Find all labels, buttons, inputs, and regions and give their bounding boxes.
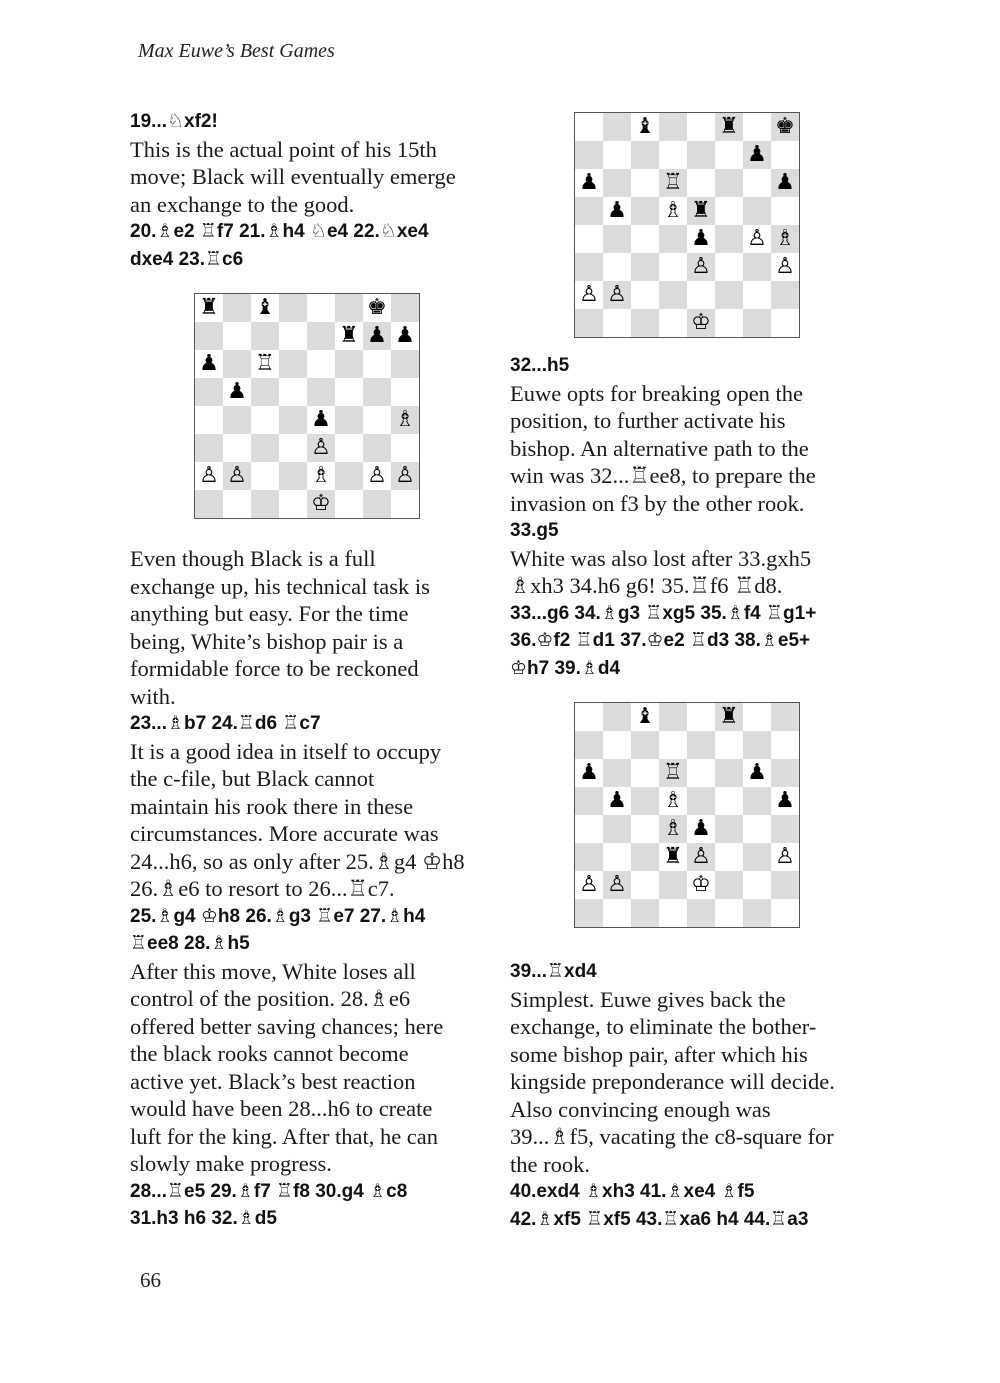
board-square	[687, 731, 715, 759]
chess-piece: ♙	[363, 462, 391, 490]
board-square	[575, 225, 603, 253]
board-square	[335, 378, 363, 406]
board-square	[195, 490, 223, 518]
board-square	[687, 787, 715, 815]
board-square	[279, 462, 307, 490]
board-square	[575, 253, 603, 281]
board-square	[659, 309, 687, 337]
board-square	[687, 281, 715, 309]
chess-piece: ♗	[659, 815, 687, 843]
board-square	[251, 462, 279, 490]
board-square	[743, 197, 771, 225]
board-square	[687, 703, 715, 731]
board-square	[223, 490, 251, 518]
board-square	[335, 294, 363, 322]
board-square	[659, 141, 687, 169]
chess-piece: ♟	[223, 378, 251, 406]
board-square	[659, 703, 687, 731]
board-square	[743, 169, 771, 197]
board-square	[743, 281, 771, 309]
chess-piece: ♗	[771, 225, 799, 253]
board-square	[715, 899, 743, 927]
board-square	[335, 490, 363, 518]
chess-piece: ♜	[687, 197, 715, 225]
commentary-paragraph: Simplest. Euwe gives back the exchange, to eliminate the bother- some bishop pair, after which his kingside preponderance will decide. Also convincing enough was 39...♗f5, vacating the c8-square for the rook.	[510, 986, 835, 1177]
board-square	[631, 197, 659, 225]
board-square	[687, 141, 715, 169]
chess-piece: ♝	[631, 703, 659, 731]
board-square	[659, 225, 687, 253]
chess-piece: ♟	[687, 225, 715, 253]
diagram-wrapper	[574, 112, 870, 338]
board-square	[687, 759, 715, 787]
board-square	[603, 113, 631, 141]
board-square	[195, 434, 223, 462]
board-square	[335, 406, 363, 434]
board-square	[743, 899, 771, 927]
commentary-paragraph: After this move, White loses all control of the position. 28.♗e6 offered better saving chances; here the black rooks cannot become active yet. Black’s best reaction would have been 28...h6 to create luft for the king. After that, he can slowly make progress.	[130, 958, 444, 1176]
chess-piece: ♟	[363, 322, 391, 350]
board-square	[195, 378, 223, 406]
board-square	[715, 871, 743, 899]
page-number: 66	[140, 1268, 161, 1292]
board-square	[391, 350, 419, 378]
board-square	[771, 197, 799, 225]
board-square	[715, 309, 743, 337]
board-square	[771, 899, 799, 927]
move-notation: 20.♗e2 ♖f7 21.♗h4 ♘e4 22.♘xe4 dxe4 23.♖c6	[130, 221, 429, 270]
board-square	[363, 350, 391, 378]
board-square	[251, 406, 279, 434]
move-notation: 19...♘xf2!	[130, 111, 218, 132]
chess-piece: ♙	[603, 281, 631, 309]
board-square	[603, 899, 631, 927]
chess-piece: ♔	[307, 490, 335, 518]
board-square	[715, 169, 743, 197]
board-square	[363, 434, 391, 462]
board-square	[743, 787, 771, 815]
chess-piece: ♟	[575, 169, 603, 197]
board-square	[603, 815, 631, 843]
board-square	[659, 113, 687, 141]
board-square	[603, 843, 631, 871]
board-square	[631, 759, 659, 787]
board-square	[631, 899, 659, 927]
board-square	[715, 787, 743, 815]
board-square	[279, 490, 307, 518]
diagram-wrapper	[574, 702, 870, 928]
board-square	[603, 169, 631, 197]
move-notation: 33...g6 34.♗g3 ♖xg5 35.♗f4 ♖g1+ 36.♔f2 ♖d1 37.♔e2 ♖d3 38.♗e5+ ♔h7 39.♗d4	[510, 602, 817, 679]
chess-diagram	[574, 112, 800, 338]
board-square	[575, 899, 603, 927]
board-square	[575, 731, 603, 759]
commentary-paragraph: It is a good idea in itself to occupy the c-file, but Black cannot maintain his rook there in these circumstances. More accurate was 24...h6, so as only after 25.♗g4 ♔h8 26.♗e6 to resort to 26...♖c7.	[130, 738, 465, 901]
board-square	[575, 703, 603, 731]
chess-diagram	[574, 702, 800, 928]
chess-piece: ♜	[715, 113, 743, 141]
board-square	[223, 294, 251, 322]
board-square	[391, 294, 419, 322]
board-square	[335, 350, 363, 378]
board-square	[715, 731, 743, 759]
chess-piece: ♟	[603, 197, 631, 225]
board-square	[279, 350, 307, 378]
chess-piece: ♗	[307, 462, 335, 490]
board-square	[251, 490, 279, 518]
chess-piece: ♟	[771, 169, 799, 197]
chess-piece: ♗	[659, 197, 687, 225]
board-square	[307, 378, 335, 406]
chess-piece: ♟	[771, 787, 799, 815]
board-square	[335, 434, 363, 462]
board-square	[251, 378, 279, 406]
board-square	[715, 843, 743, 871]
commentary-paragraph: This is the actual point of his 15th move; Black will eventually emerge an exchange to the good.	[130, 136, 456, 217]
board-square	[743, 843, 771, 871]
board-square	[575, 309, 603, 337]
board-square	[279, 322, 307, 350]
chess-piece: ♙	[575, 871, 603, 899]
board-square	[603, 141, 631, 169]
chess-piece: ♔	[687, 871, 715, 899]
chess-piece: ♖	[659, 169, 687, 197]
board-square	[771, 815, 799, 843]
board-square	[631, 309, 659, 337]
board-square	[743, 703, 771, 731]
board-square	[279, 406, 307, 434]
commentary-paragraph: Euwe opts for breaking open the position, to further activate his bishop. An alternative path to the win was 32...♖ee8, to prepare the invasion on f3 by the other rook.	[510, 380, 816, 516]
chess-piece: ♙	[391, 462, 419, 490]
chess-piece: ♟	[687, 815, 715, 843]
move-notation: 33.g5	[510, 520, 559, 541]
board-square	[603, 731, 631, 759]
chess-piece: ♙	[307, 434, 335, 462]
board-square	[743, 113, 771, 141]
chess-piece: ♗	[391, 406, 419, 434]
board-square	[307, 322, 335, 350]
board-square	[575, 787, 603, 815]
board-square	[659, 871, 687, 899]
board-square	[195, 406, 223, 434]
chess-piece: ♝	[251, 294, 279, 322]
board-square	[307, 294, 335, 322]
chess-piece: ♔	[687, 309, 715, 337]
board-square	[631, 815, 659, 843]
board-square	[631, 169, 659, 197]
board-square	[603, 309, 631, 337]
board-square	[631, 731, 659, 759]
board-square	[575, 843, 603, 871]
left-column	[130, 108, 490, 1233]
board-square	[223, 406, 251, 434]
chess-piece: ♙	[223, 462, 251, 490]
board-square	[603, 759, 631, 787]
chess-piece: ♟	[195, 350, 223, 378]
board-square	[223, 350, 251, 378]
board-square	[335, 462, 363, 490]
board-square	[575, 113, 603, 141]
board-square	[771, 871, 799, 899]
move-notation: 40.exd4 ♗xh3 41.♗xe4 ♗f5 42.♗xf5 ♖xf5 43.♖xa6 h4 44.♖a3	[510, 1181, 809, 1230]
right-column	[510, 108, 870, 1233]
board-square	[279, 378, 307, 406]
board-square	[631, 843, 659, 871]
board-square	[715, 141, 743, 169]
board-square	[631, 225, 659, 253]
board-square	[575, 815, 603, 843]
board-square	[603, 703, 631, 731]
board-square	[391, 434, 419, 462]
chess-piece: ♟	[307, 406, 335, 434]
board-square	[363, 378, 391, 406]
board-square	[631, 787, 659, 815]
board-square	[631, 281, 659, 309]
board-square	[715, 815, 743, 843]
board-square	[363, 406, 391, 434]
chess-diagram	[194, 293, 420, 519]
board-square	[715, 225, 743, 253]
board-square	[631, 141, 659, 169]
board-square	[771, 141, 799, 169]
chess-piece: ♟	[603, 787, 631, 815]
chess-piece: ♜	[659, 843, 687, 871]
board-square	[391, 378, 419, 406]
board-square	[687, 169, 715, 197]
board-square	[279, 294, 307, 322]
board-square	[715, 759, 743, 787]
board-square	[771, 281, 799, 309]
board-square	[771, 703, 799, 731]
board-square	[743, 309, 771, 337]
board-square	[743, 815, 771, 843]
board-square	[771, 731, 799, 759]
chess-piece: ♖	[659, 759, 687, 787]
chess-piece: ♟	[575, 759, 603, 787]
chess-piece: ♙	[743, 225, 771, 253]
board-square	[771, 759, 799, 787]
board-square	[659, 253, 687, 281]
chess-piece: ♟	[743, 141, 771, 169]
board-square	[631, 871, 659, 899]
running-head: Max Euwe’s Best Games	[138, 40, 335, 62]
board-square	[715, 197, 743, 225]
board-square	[251, 322, 279, 350]
chess-piece: ♚	[771, 113, 799, 141]
board-square	[575, 141, 603, 169]
board-square	[687, 113, 715, 141]
chess-piece: ♜	[335, 322, 363, 350]
move-notation: 28...♖e5 29.♗f7 ♖f8 30.g4 ♗c8 31.h3 h6 32.♗d5	[130, 1180, 408, 1229]
board-square	[659, 899, 687, 927]
board-square	[603, 225, 631, 253]
move-notation: 39...♖xd4	[510, 961, 597, 982]
move-notation: 32...h5	[510, 355, 570, 376]
chess-piece: ♖	[251, 350, 279, 378]
board-square	[279, 434, 307, 462]
board-square	[743, 731, 771, 759]
board-square	[307, 350, 335, 378]
move-notation: 23...♗b7 24.♖d6 ♖c7	[130, 713, 321, 734]
board-square	[631, 253, 659, 281]
board-square	[659, 731, 687, 759]
board-square	[659, 281, 687, 309]
chess-piece: ♚	[363, 294, 391, 322]
diagram-wrapper	[194, 293, 490, 519]
board-square	[743, 871, 771, 899]
chess-piece: ♙	[771, 253, 799, 281]
chess-piece: ♙	[687, 253, 715, 281]
board-square	[251, 434, 279, 462]
chess-piece: ♙	[771, 843, 799, 871]
chess-piece: ♙	[575, 281, 603, 309]
chess-piece: ♙	[603, 871, 631, 899]
board-square	[223, 322, 251, 350]
board-square	[575, 197, 603, 225]
chess-piece: ♗	[659, 787, 687, 815]
board-square	[223, 434, 251, 462]
board-square	[771, 309, 799, 337]
board-square	[363, 490, 391, 518]
board-square	[715, 253, 743, 281]
board-square	[715, 281, 743, 309]
chess-piece: ♟	[391, 322, 419, 350]
chess-piece: ♟	[743, 759, 771, 787]
board-square	[687, 899, 715, 927]
commentary-paragraph: White was also lost after 33.gxh5 ♗xh3 34.h6 g6! 35.♖f6 ♖d8.	[510, 545, 812, 598]
board-square	[391, 490, 419, 518]
move-notation: 25.♗g4 ♔h8 26.♗g3 ♖e7 27.♗h4 ♖ee8 28.♗h5	[130, 905, 426, 954]
chess-piece: ♝	[631, 113, 659, 141]
board-square	[603, 253, 631, 281]
chess-piece: ♜	[715, 703, 743, 731]
board-square	[743, 253, 771, 281]
chess-piece: ♙	[687, 843, 715, 871]
chess-piece: ♜	[195, 294, 223, 322]
commentary-paragraph: Even though Black is a full exchange up, his technical task is anything but easy. For the time being, White’s bishop pair is a formidable force to be reckoned with.	[130, 546, 430, 709]
chess-piece: ♙	[195, 462, 223, 490]
board-square	[195, 322, 223, 350]
